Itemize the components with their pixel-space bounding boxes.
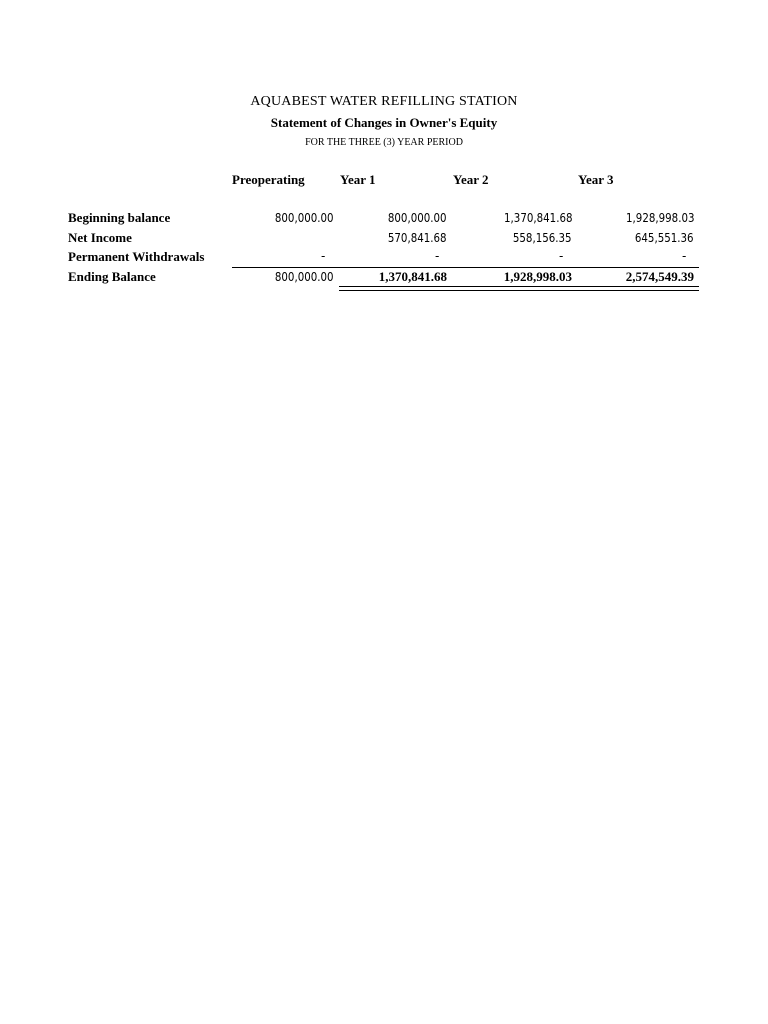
cell-preoperating: 800,000.00 [275,210,334,225]
cell-year-2: 1,928,998.03 [503,269,572,284]
column-header-year-1: Year 1 [340,172,376,187]
row-label: Permanent Withdrawals [68,249,205,264]
cell-year-3: - [682,249,687,263]
double-underline-year-2 [449,286,574,291]
cell-year-1: 1,370,841.68 [378,269,447,284]
statement-period: FOR THE THREE (3) YEAR PERIOD [305,137,463,148]
cell-year-2: 1,370,841.68 [503,210,572,225]
table-row-permanent-withdrawals [68,247,700,267]
company-name: AQUABEST WATER REFILLING STATION [250,94,518,109]
cell-year-3: 1,928,998.03 [625,210,694,225]
statement-title: Statement of Changes in Owner's Equity [270,115,498,130]
row-label: Net Income [68,230,132,245]
column-header-year-3: Year 3 [578,172,614,187]
table-row-ending-balance [68,267,700,287]
cell-year-2: 558,156.35 [513,230,572,245]
table-row-beginning-balance [68,208,700,228]
column-header-year-2: Year 2 [453,172,489,187]
cell-year-1: 570,841.68 [388,230,447,245]
cell-year-2: - [559,249,564,263]
cell-year-3: 645,551.36 [635,230,694,245]
table-row-net-income [68,228,700,248]
row-label: Ending Balance [68,269,156,284]
cell-preoperating: 800,000.00 [275,269,334,284]
double-underline-year-3 [574,286,699,291]
cell-year-3: 2,574,549.39 [625,269,694,284]
cell-year-1: 800,000.00 [388,210,447,225]
row-label: Beginning balance [68,210,171,225]
cell-year-1: - [435,249,440,263]
double-underline-year-1 [339,286,449,291]
cell-preoperating: - [321,249,326,263]
column-header-preoperating: Preoperating [232,172,305,187]
